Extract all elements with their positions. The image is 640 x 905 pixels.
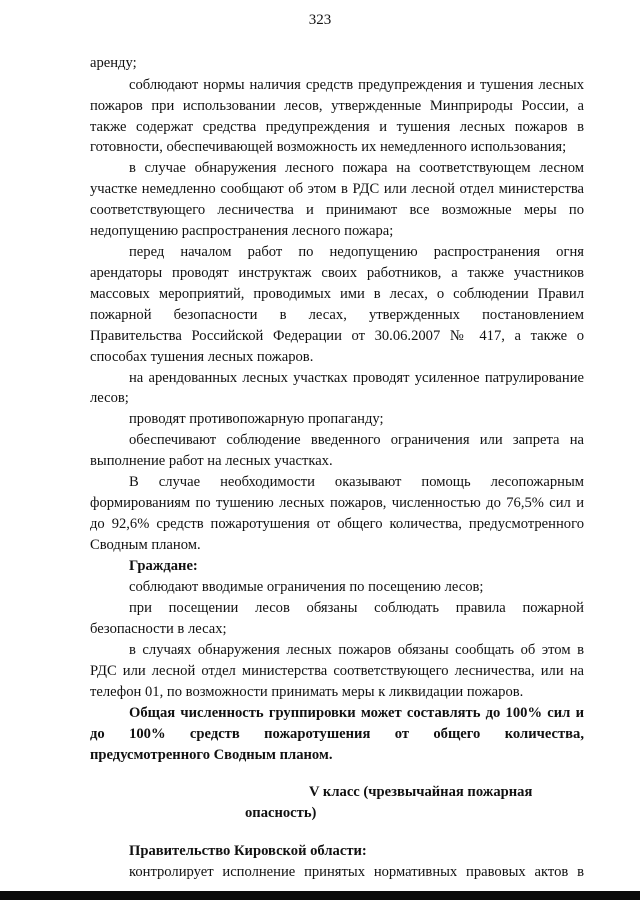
- text-line: в случае обнаружения лесного пожара на соответствующем лесном: [129, 160, 584, 176]
- text-line: соблюдают вводимые ограничения по посещению лесов;: [129, 579, 484, 595]
- text-line: соблюдают нормы наличия средств предупреждения и тушения лесных: [129, 77, 584, 93]
- text-line: РДС или лесной отдел министерства соответствующего лесничества, или на: [90, 663, 584, 679]
- text-line: в случаях обнаружения лесных пожаров обязаны сообщать об этом в: [129, 642, 584, 658]
- text-line: обеспечивают соблюдение введенного ограничения или запрета на: [129, 432, 584, 448]
- text-line: пожаров при использовании лесов, утвержденные Минприроды России, а: [90, 98, 584, 114]
- text-line: выполнение работ на лесных участках.: [90, 453, 333, 469]
- section-heading: Правительство Кировской области:: [129, 843, 367, 859]
- class-heading: опасность): [245, 805, 317, 821]
- section-heading: Граждане:: [129, 558, 198, 574]
- text-line: на арендованных лесных участках проводят усиленное патрулирование: [129, 370, 584, 386]
- bold-text-line: предусмотренного Сводным планом.: [90, 747, 333, 763]
- text-line: до 92,6% средств пожаротушения от общего количества, предусмотренного: [90, 516, 584, 532]
- text-line: телефон 01, по возможности принимать меры к ликвидации пожаров.: [90, 684, 524, 700]
- text-line: соответствующего лесничества и принимают все возможные меры по: [90, 202, 584, 218]
- text-line: участке немедленно сообщают об этом в РДС или лесной отдел министерства: [90, 181, 584, 197]
- text-line: недопущению распространения лесного пожара;: [90, 223, 394, 239]
- text-line: В случае необходимости оказывают помощь лесопожарным: [129, 474, 584, 490]
- page-number: 323: [308, 12, 332, 28]
- bottom-scan-bar: [0, 891, 640, 900]
- text-line: пожарной безопасности в лесах, утвержденных постановлением: [90, 307, 584, 323]
- text-line: перед началом работ по недопущению распространения огня: [129, 244, 584, 260]
- text-line: массовых мероприятий, проводимых ими в лесах, о соблюдении Правил: [90, 286, 584, 302]
- text-line: арендаторы проводят инструктаж своих работников, а также участников: [90, 265, 584, 281]
- text-line: формированиям по тушению лесных пожаров, численностью до 76,5% сил и: [90, 495, 584, 511]
- class-heading: V класс (чрезвычайная пожарная: [309, 784, 533, 800]
- text-line: проводят противопожарную пропаганду;: [129, 411, 384, 427]
- text-line: также содержат средства предупреждения и тушения лесных пожаров в: [90, 119, 584, 135]
- text-line: готовности, обеспечивающей возможность их немедленного использования;: [90, 139, 567, 155]
- text-line: при посещении лесов обязаны соблюдать правила пожарной: [129, 600, 584, 616]
- text-line: Правительства Российской Федерации от 30.06.2007 № 417, а также о: [90, 328, 584, 344]
- text-line: способах тушения лесных пожаров.: [90, 349, 314, 365]
- text-line: контролирует исполнение принятых нормативных правовых актов в: [129, 864, 584, 880]
- text-line: аренду;: [90, 55, 137, 71]
- text-line: Сводным планом.: [90, 537, 201, 553]
- text-line: безопасности в лесах;: [90, 621, 227, 637]
- text-line: лесов;: [90, 390, 129, 406]
- bold-text-line: Общая численность группировки может составлять до 100% сил и: [129, 705, 584, 721]
- bold-text-line: до 100% средств пожаротушения от общего количества,: [90, 726, 584, 742]
